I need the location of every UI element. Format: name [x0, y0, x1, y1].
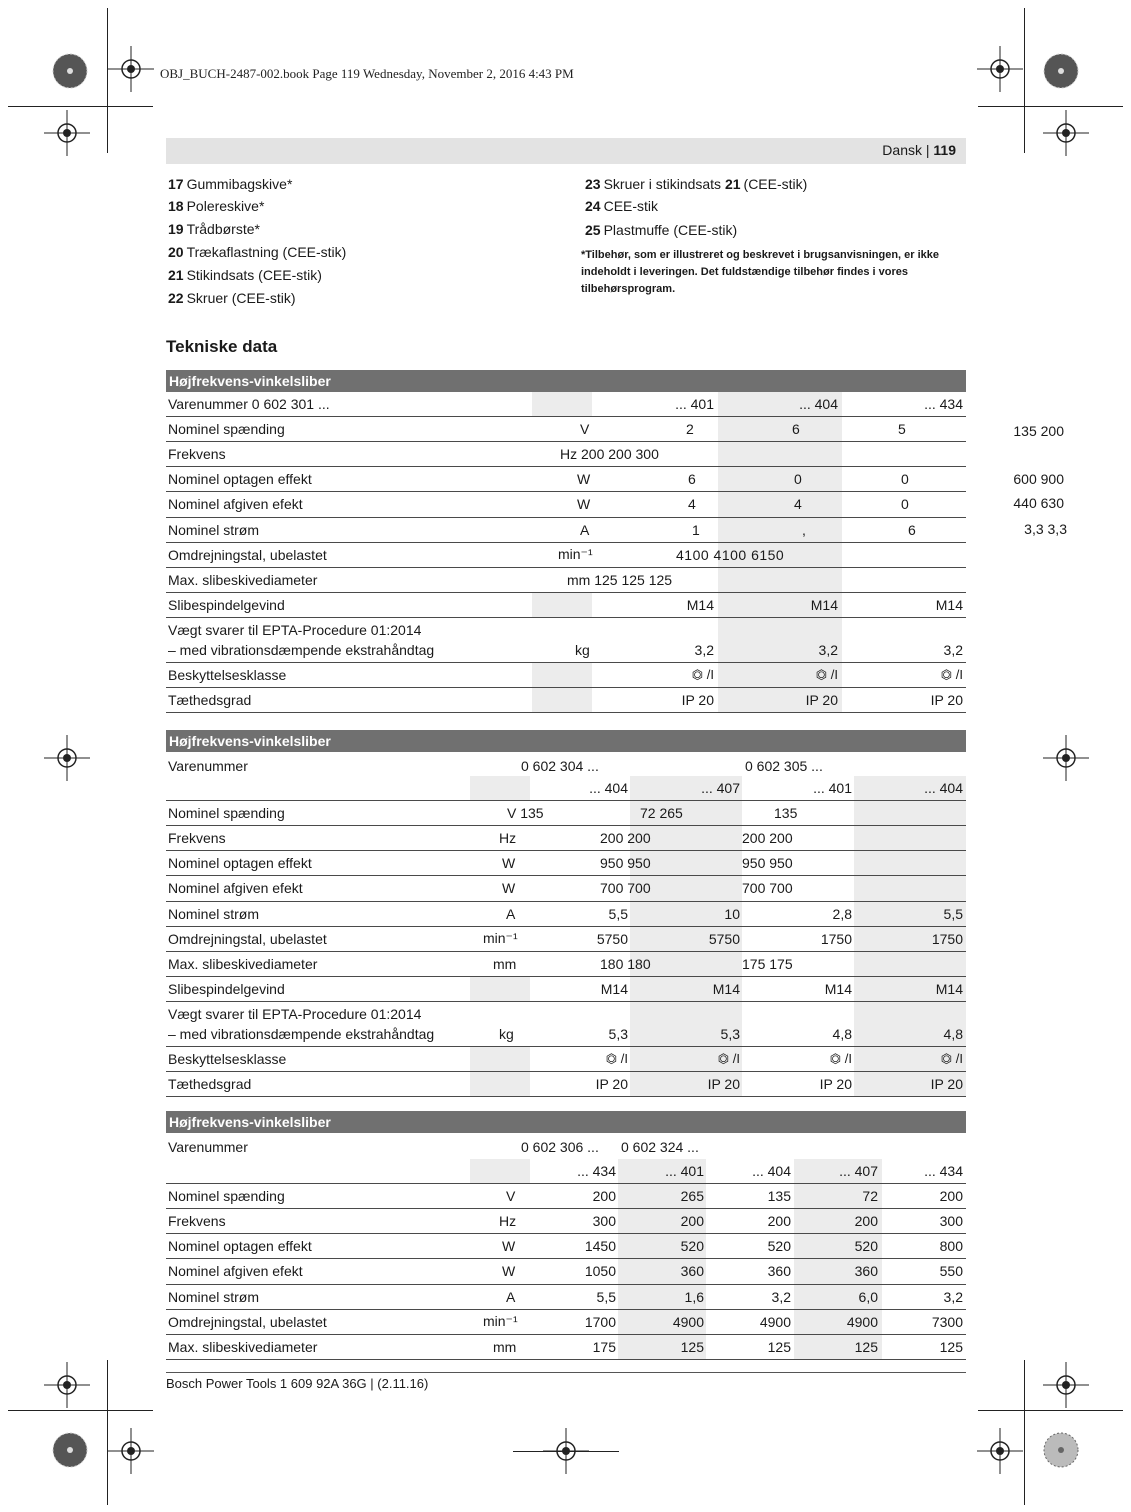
table-row: Beskyttelsesklasse ⏣ /I ⏣ /I ⏣ /I ⏣ /I: [166, 1047, 966, 1072]
table-row: Max. slibeskivediameter mm 175 125 125 125 125: [166, 1335, 966, 1360]
table-row: Max. slibeskivediameter mm 180 180 175 175: [166, 952, 966, 977]
protection-class-icon: ⏣: [829, 1051, 845, 1066]
table-row: Omdrejningstal, ubelastet min⁻¹ 4100 4100 6150: [166, 543, 966, 568]
spec-table-3: [166, 1111, 966, 1360]
table-row: Nominel optagen effekt W 6 0 0: [166, 467, 966, 492]
table-row: Nominel spænding V 2 6 5: [166, 417, 966, 442]
table-title: Højfrekvens-vinkelsliber: [166, 370, 966, 392]
overflow-value: 135 200: [1013, 423, 1064, 439]
registration-wheel-bottom-right: [1043, 1432, 1079, 1468]
parts-list-item: 19 Trådbørste*: [168, 221, 260, 237]
crosshair-mark-right-lower: [1043, 1362, 1089, 1408]
table-row: Vægt svarer til EPTA-Procedure 01:2014 – med vibrationsdæmpende ekstrahåndtag kg 3,2 3,2 3,2: [166, 618, 966, 663]
registration-wheel-top-left: [52, 53, 88, 89]
table-row: Nominel spænding V 135 72 265 135: [166, 801, 966, 826]
parts-list-item: 22 Skruer (CEE-stik): [168, 290, 296, 306]
table-title: Højfrekvens-vinkelsliber: [166, 730, 966, 752]
table-row: Slibespindelgevind M14 M14 M14 M14: [166, 977, 966, 1002]
table-row: Frekvens Hz 200 200 200 200: [166, 826, 966, 851]
table-row: Nominel optagen effekt W 950 950 950 950: [166, 851, 966, 876]
parts-list-item: 17 Gummibagskive*: [168, 176, 293, 192]
parts-list-item: 25 Plastmuffe (CEE-stik): [585, 222, 738, 238]
crosshair-mark-bottom-left: [108, 1428, 154, 1474]
registration-wheel-top-right: [1043, 53, 1079, 89]
crosshair-mark-top-right: [977, 46, 1023, 92]
table-row: Vægt svarer til EPTA-Procedure 01:2014 – med vibrationsdæmpende ekstrahåndtag kg 5,3 5,3 4,8 4,8: [166, 1002, 966, 1047]
header-section: Dansk: [882, 142, 922, 158]
table-row: Nominel spænding V 200 265 135 72 200: [166, 1184, 966, 1209]
accessories-note: *Tilbehør, som er illustreret og beskrevet i brugsanvisningen, er ikke indeholdt i leveringen. Det fuldstændige tilbehør findes i vores tilbehørsprogram.: [581, 249, 940, 295]
overflow-value: 600 900: [1013, 471, 1064, 487]
table-row: Nominel strøm A 5,5 1,6 3,2 6,0 3,2: [166, 1285, 966, 1310]
protection-class-icon: ⏣: [940, 1051, 956, 1066]
crosshair-mark-left-upper: [44, 110, 90, 156]
table-row: Varenummer 0 602 304 ... 0 602 305 ...: [168, 758, 823, 774]
crosshair-mark-top-left: [108, 46, 154, 92]
table-row: Tæthedsgrad IP 20 IP 20 IP 20 IP 20: [166, 1072, 966, 1097]
table-row: Omdrejningstal, ubelastet min⁻¹ 5750 5750 1750 1750: [166, 927, 966, 952]
parts-list-item: 23 Skruer i stikindsats 21 (CEE-stik): [585, 176, 808, 192]
parts-list-item: 21 Stikindsats (CEE-stik): [168, 267, 322, 283]
table-row: Beskyttelsesklasse ⏣ /I ⏣ /I ⏣ /I: [166, 663, 966, 688]
registration-wheel-bottom-left: [52, 1432, 88, 1468]
protection-class-icon: ⏣: [691, 667, 707, 682]
overflow-value: 440 630: [1013, 495, 1064, 511]
header-separator: |: [921, 142, 934, 158]
table-row: Omdrejningstal, ubelastet min⁻¹ 1700 4900 4900 4900 7300: [166, 1310, 966, 1335]
parts-list-item: 20 Trækaflastning (CEE-stik): [168, 244, 347, 260]
table-row: Tæthedsgrad IP 20 IP 20 IP 20: [166, 688, 966, 713]
page-number: 119: [933, 142, 956, 158]
page-header: [882, 142, 956, 158]
spec-table-1: [166, 370, 966, 713]
protection-class-icon: ⏣: [815, 667, 831, 682]
page-header-bar: [166, 138, 966, 164]
table-row: Nominel strøm A 1 , 6: [166, 518, 966, 543]
table-title: Højfrekvens-vinkelsliber: [166, 1111, 966, 1133]
crosshair-mark-left-middle: [44, 735, 90, 781]
table-row: Nominel afgiven efekt W 700 700 700 700: [166, 876, 966, 902]
crosshair-mark-left-lower: [44, 1362, 90, 1408]
parts-list-item: 18 Polereskive*: [168, 198, 265, 214]
table-row: ... 404 ... 407 ... 401 ... 404: [166, 776, 966, 801]
table-row: Nominel strøm A 5,5 10 2,8 5,5: [166, 902, 966, 927]
table-row: ... 434 ... 401 ... 404 ... 407 ... 434: [166, 1159, 966, 1184]
table-row: Nominel afgiven efekt W 1050 360 360 360 550: [166, 1259, 966, 1285]
crosshair-mark-bottom-right: [977, 1428, 1023, 1474]
overflow-value: 3,3 3,3: [1024, 521, 1067, 537]
protection-class-icon: ⏣: [717, 1051, 733, 1066]
table-row: Frekvens Hz 200 200 300: [166, 442, 966, 467]
book-slug: OBJ_BUCH-2487-002.book Page 119 Wednesday, November 2, 2016 4:43 PM: [160, 66, 574, 81]
section-title: Tekniske data: [166, 337, 278, 356]
table-row: Max. slibeskivediameter mm 125 125 125: [166, 568, 966, 593]
spec-table-2: [166, 730, 966, 1097]
protection-class-icon: ⏣: [605, 1051, 621, 1066]
protection-class-icon: ⏣: [940, 667, 956, 682]
table-row: Frekvens Hz 300 200 200 200 300: [166, 1209, 966, 1234]
table-row: Nominel afgiven efekt W 4 4 0: [166, 492, 966, 518]
crosshair-mark-right-upper: [1043, 110, 1089, 156]
table-row: Nominel optagen effekt W 1450 520 520 520 800: [166, 1234, 966, 1259]
page-footer: Bosch Power Tools 1 609 92A 36G | (2.11.16): [166, 1376, 429, 1391]
parts-list-item: 24 CEE-stik: [585, 198, 659, 214]
crosshair-mark-right-middle: [1043, 735, 1089, 781]
table-row: Varenummer 0 602 301 ... ... 401 ... 404 ... 434: [166, 392, 966, 417]
table-row: Slibespindelgevind M14 M14 M14: [166, 593, 966, 618]
table-row: Varenummer 0 602 306 ... 0 602 324 ...: [168, 1139, 699, 1155]
